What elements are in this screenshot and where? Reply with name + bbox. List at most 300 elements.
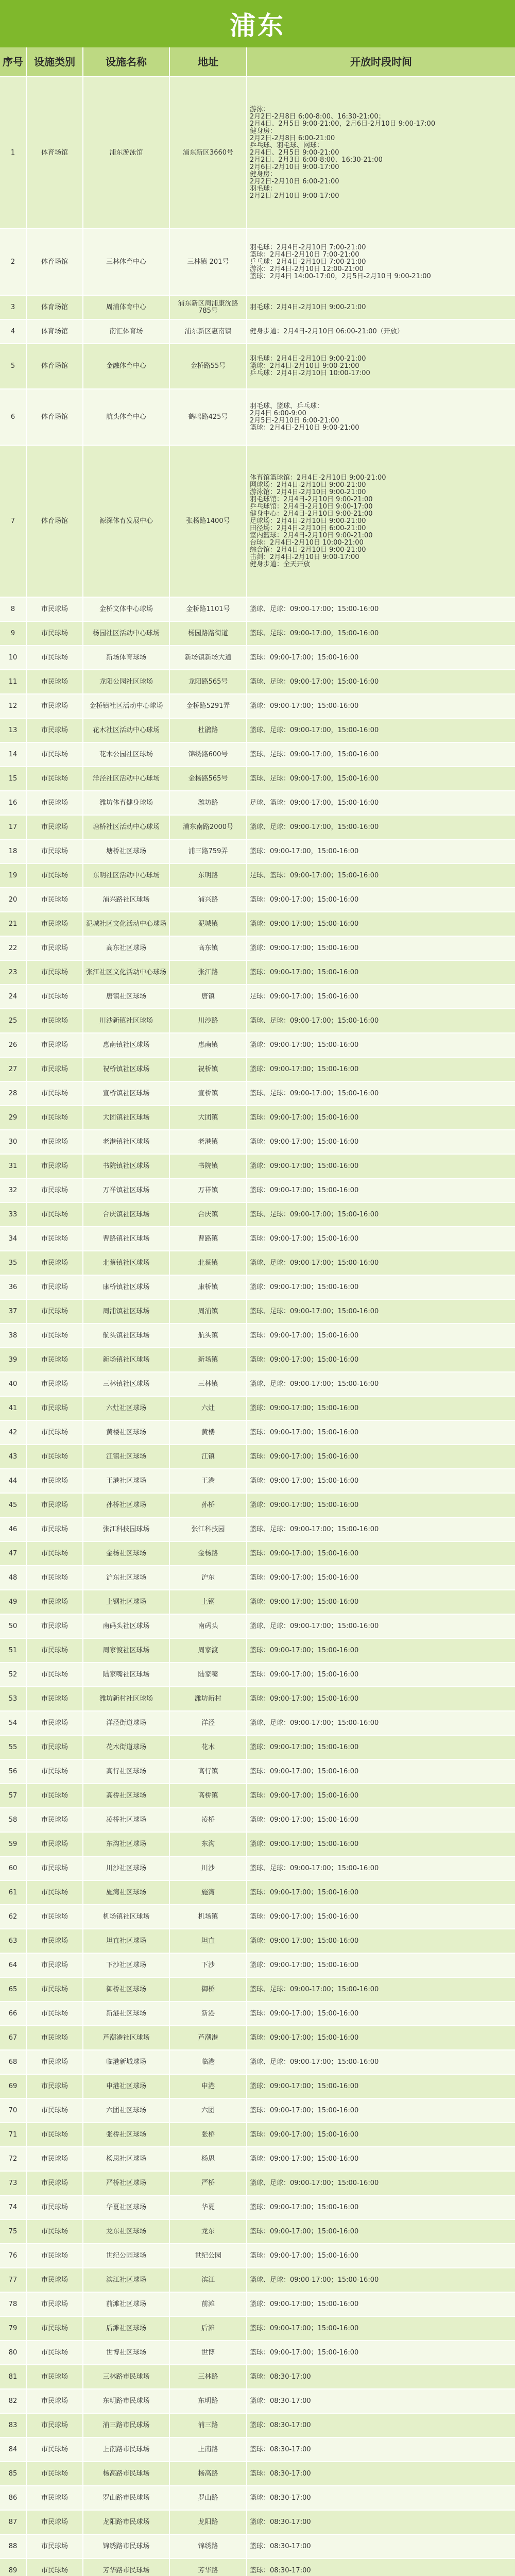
row-address: 锦绣路600号: [170, 743, 247, 766]
row-category: 市民球场: [27, 598, 83, 621]
row-category: 市民球场: [27, 1009, 83, 1032]
table-row: [0, 791, 515, 816]
row-index: 49: [0, 1590, 27, 1614]
row-facility-name: 花木街道球场: [83, 1736, 170, 1759]
row-address: 唐镇: [170, 985, 247, 1008]
row-index: 1: [0, 77, 27, 228]
row-index: 64: [0, 1954, 27, 1977]
row-facility-name: 浦东游泳馆: [83, 77, 170, 228]
table-row: [0, 2268, 515, 2293]
row-category: 市民球场: [27, 1082, 83, 1105]
row-hours: 篮球：08:30-17:00: [250, 2469, 311, 2478]
row-index: 61: [0, 1881, 27, 1904]
row-address: 航头镇: [170, 1324, 247, 1347]
row-hours: 羽毛球：2月4日-2月10日 7:00-21:00 篮球：2月4日-2月10日 7:00-21:00 乒乓球：2月4日-2月10日 7:00-21:00 游泳：2月4日-2月10日 12:00-21:00 篮球：2月4日 14:00-17:00，2月5日-2月10日 9:00-21:00: [250, 243, 431, 280]
row-facility-name: 华夏社区球场: [83, 2196, 170, 2219]
row-category: 市民球场: [27, 2389, 83, 2413]
row-facility-name: 孙桥社区球场: [83, 1494, 170, 1517]
row-facility-name: 凌桥社区球场: [83, 1808, 170, 1832]
row-hours: 篮球：09:00-17:00；15:00-16:00: [250, 1840, 359, 1848]
row-index: 50: [0, 1615, 27, 1638]
row-category: 市民球场: [27, 888, 83, 911]
row-facility-name: 机场镇社区球场: [83, 1905, 170, 1928]
row-address: 鹤鸣路425号: [170, 389, 247, 445]
row-address: 后滩: [170, 2317, 247, 2340]
row-address: 金桥路5291弄: [170, 694, 247, 718]
row-hours: 篮球：09:00-17:00；15:00-16:00: [250, 920, 359, 928]
row-hours: 篮球：09:00-17:00；15:00-16:00: [250, 702, 359, 710]
row-address: 浦东新区3660号: [170, 77, 247, 228]
table-row: [0, 2075, 515, 2099]
row-category: 市民球场: [27, 1300, 83, 1323]
page-title: 浦东: [230, 11, 285, 41]
row-hours: 篮球、足球：09:00-17:00，15:00-16:00: [250, 774, 379, 783]
row-index: 7: [0, 446, 27, 597]
row-address: 浦兴路: [170, 888, 247, 911]
row-category: 市民球场: [27, 2341, 83, 2364]
table-row: [0, 2535, 515, 2559]
row-category: 市民球场: [27, 2099, 83, 2122]
row-hours: 篮球：09:00-17:00；15:00-16:00: [250, 1694, 359, 1703]
table-row: [0, 1009, 515, 1033]
row-category: 市民球场: [27, 1760, 83, 1783]
header-category: 设施类别: [27, 47, 83, 76]
row-facility-name: 周浦镇社区球场: [83, 1300, 170, 1323]
row-category: 市民球场: [27, 2462, 83, 2485]
table-row: [0, 2172, 515, 2196]
row-address: 康桥镇: [170, 1276, 247, 1299]
row-address: 施湾: [170, 1881, 247, 1904]
table-row: [0, 1106, 515, 1130]
row-hours: 篮球：09:00-17:00；15:00-16:00: [250, 1743, 359, 1751]
table-row: [0, 77, 515, 229]
table-row: [0, 840, 515, 864]
row-category: 市民球场: [27, 864, 83, 887]
row-facility-name: 严桥社区球场: [83, 2172, 170, 2195]
row-facility-name: 沪东社区球场: [83, 1566, 170, 1589]
row-index: 21: [0, 912, 27, 936]
row-facility-name: 下沙社区球场: [83, 1954, 170, 1977]
row-index: 42: [0, 1421, 27, 1444]
row-facility-name: 陆家嘴社区球场: [83, 1663, 170, 1686]
row-address: 张江路: [170, 961, 247, 984]
row-category: 市民球场: [27, 1179, 83, 1202]
row-facility-name: 杨思社区球场: [83, 2147, 170, 2171]
row-address: 金桥路1101号: [170, 598, 247, 621]
table-row: [0, 1687, 515, 1711]
row-facility-name: 潍坊新村社区球场: [83, 1687, 170, 1710]
row-index: 57: [0, 1784, 27, 1807]
table-row: [0, 1203, 515, 1227]
table-row: [0, 622, 515, 646]
row-category: 市民球场: [27, 646, 83, 669]
row-address: 下沙: [170, 1954, 247, 1977]
table-row: [0, 646, 515, 670]
table-row: [0, 1033, 515, 1058]
row-facility-name: 大团镇社区球场: [83, 1106, 170, 1129]
row-index: 60: [0, 1857, 27, 1880]
row-address: 上钢: [170, 1590, 247, 1614]
row-address: 三林镇 201号: [170, 229, 247, 295]
row-facility-name: 高桥社区球场: [83, 1784, 170, 1807]
row-index: 46: [0, 1518, 27, 1541]
row-category: 市民球场: [27, 1276, 83, 1299]
row-hours: 篮球、足球：09:00-17:00，15:00-16:00: [250, 750, 379, 758]
row-index: 59: [0, 1833, 27, 1856]
table-row: [0, 1808, 515, 1833]
table-row: [0, 1179, 515, 1203]
row-address: 新港: [170, 2002, 247, 2025]
row-hours: 篮球、足球：09:00-17:00；15:00-16:00: [250, 605, 379, 613]
row-facility-name: 东明社区活动中心球场: [83, 864, 170, 887]
row-index: 34: [0, 1227, 27, 1250]
row-category: 体育场馆: [27, 446, 83, 597]
table-row: [0, 1639, 515, 1663]
row-address: 芦潮港: [170, 2026, 247, 2049]
row-facility-name: 锦绣路市民球场: [83, 2535, 170, 2558]
row-facility-name: 杨园社区活动中心球场: [83, 622, 170, 645]
row-facility-name: 航头体育中心: [83, 389, 170, 445]
table-row: [0, 816, 515, 840]
row-hours: 篮球：09:00-17:00；15:00-16:00: [250, 1961, 359, 1969]
row-address: 金杨路: [170, 1542, 247, 1565]
row-facility-name: 洋泾社区活动中心球场: [83, 767, 170, 790]
row-index: 85: [0, 2462, 27, 2485]
table-row: [0, 888, 515, 912]
row-hours: 篮球、足球：09:00-17:00；15:00-16:00: [250, 1016, 379, 1025]
row-index: 76: [0, 2244, 27, 2267]
table-row: [0, 1058, 515, 1082]
row-facility-name: 金杨社区球场: [83, 1542, 170, 1565]
row-address: 潍坊新村: [170, 1687, 247, 1710]
row-category: 市民球场: [27, 1058, 83, 1081]
row-category: 市民球场: [27, 2511, 83, 2534]
table-row: [0, 1227, 515, 1251]
row-index: 63: [0, 1929, 27, 1953]
row-index: 69: [0, 2075, 27, 2098]
row-hours: 篮球：09:00-17:00；15:00-16:00: [250, 1573, 359, 1582]
table-row: [0, 1615, 515, 1639]
row-category: 市民球场: [27, 2050, 83, 2074]
row-facility-name: 宣桥镇社区球场: [83, 1082, 170, 1105]
row-hours: 篮球：09:00-17:00；15:00-16:00: [250, 2082, 359, 2090]
table-row: [0, 2559, 515, 2576]
row-category: 市民球场: [27, 1348, 83, 1371]
row-hours: 羽毛球：2月4日-2月10日 9:00-21:00 篮球：2月4日-2月10日 9:00-21:00 乒乓球：2月4日-2月10日 10:00-17:00: [250, 355, 370, 377]
row-facility-name: 航头镇社区球场: [83, 1324, 170, 1347]
row-category: 市民球场: [27, 2414, 83, 2437]
row-category: 市民球场: [27, 767, 83, 790]
row-facility-name: 老港镇社区球场: [83, 1130, 170, 1154]
row-index: 79: [0, 2317, 27, 2340]
table-row: [0, 767, 515, 791]
row-facility-name: 龙阳公园社区球场: [83, 670, 170, 693]
table-row: [0, 389, 515, 446]
table-row: [0, 2462, 515, 2486]
row-index: 55: [0, 1736, 27, 1759]
row-facility-name: 张桥社区球场: [83, 2123, 170, 2146]
row-category: 市民球场: [27, 1203, 83, 1226]
row-category: 市民球场: [27, 1736, 83, 1759]
row-hours: 篮球、足球：09:00-17:00，15:00-16:00: [250, 629, 379, 637]
row-facility-name: 南汇体育场: [83, 320, 170, 343]
row-index: 68: [0, 2050, 27, 2074]
row-category: 市民球场: [27, 1929, 83, 1953]
row-address: 张江科技园: [170, 1518, 247, 1541]
row-index: 40: [0, 1372, 27, 1396]
table-row: [0, 1905, 515, 1929]
row-address: 浦三路759弄: [170, 840, 247, 863]
row-hours: 篮球、足球：09:00-17:00；15:00-16:00: [250, 1622, 379, 1630]
row-hours: 篮球、足球：09:00-17:00；15:00-16:00: [250, 1210, 379, 1218]
row-category: 市民球场: [27, 2220, 83, 2243]
row-index: 83: [0, 2414, 27, 2437]
row-facility-name: 新场镇社区球场: [83, 1348, 170, 1371]
row-facility-name: 上钢社区球场: [83, 1590, 170, 1614]
table-row: [0, 1518, 515, 1542]
row-address: 杨高路: [170, 2462, 247, 2485]
row-facility-name: 后滩社区球场: [83, 2317, 170, 2340]
row-facility-name: 曹路镇社区球场: [83, 1227, 170, 1250]
row-address: 张杨路1400号: [170, 446, 247, 597]
row-address: 黄楼: [170, 1421, 247, 1444]
row-hours: 篮球：09:00-17:00；15:00-16:00: [250, 1549, 359, 1557]
row-facility-name: 张江社区文化活动中心球场: [83, 961, 170, 984]
row-address: 金桥路55号: [170, 344, 247, 388]
row-category: 市民球场: [27, 2535, 83, 2558]
row-address: 周浦镇: [170, 1300, 247, 1323]
row-category: 市民球场: [27, 1445, 83, 1468]
table-row: [0, 1954, 515, 1978]
row-hours: 篮球：09:00-17:00；15:00-16:00: [250, 1404, 359, 1412]
row-index: 47: [0, 1542, 27, 1565]
title-bar: [0, 0, 515, 47]
row-address: 浦东新区惠南镇: [170, 320, 247, 343]
row-facility-name: 上南路市民球场: [83, 2438, 170, 2461]
row-index: 65: [0, 1978, 27, 2001]
row-facility-name: 东明路市民球场: [83, 2389, 170, 2413]
row-index: 32: [0, 1179, 27, 1202]
table-row: [0, 719, 515, 743]
table-row: [0, 670, 515, 694]
row-address: 杨园路路街道: [170, 622, 247, 645]
row-hours: 篮球：08:30-17:00: [250, 2372, 311, 2381]
row-facility-name: 芦潮港社区球场: [83, 2026, 170, 2049]
row-category: 市民球场: [27, 1469, 83, 1493]
table-row: [0, 1590, 515, 1615]
row-facility-name: 申港社区球场: [83, 2075, 170, 2098]
row-index: 11: [0, 670, 27, 693]
row-address: 龙东: [170, 2220, 247, 2243]
row-address: 世博: [170, 2341, 247, 2364]
row-address: 北蔡镇: [170, 1251, 247, 1275]
row-hours: 篮球、足球：09:00-17:00；15:00-16:00: [250, 1089, 379, 1097]
row-index: 84: [0, 2438, 27, 2461]
row-index: 72: [0, 2147, 27, 2171]
row-hours: 篮球、足球：09:00-17:00，15:00-16:00: [250, 823, 379, 831]
table-row: [0, 694, 515, 719]
row-index: 8: [0, 598, 27, 621]
row-category: 市民球场: [27, 1542, 83, 1565]
row-hours: 篮球：09:00-17:00；15:00-16:00: [250, 1646, 359, 1654]
table-row: [0, 1566, 515, 1590]
row-category: 市民球场: [27, 1857, 83, 1880]
row-facility-name: 祝桥镇社区球场: [83, 1058, 170, 1081]
table-row: [0, 1397, 515, 1421]
row-facility-name: 源深体育发展中心: [83, 446, 170, 597]
row-hours: 篮球：09:00-17:00；15:00-16:00: [250, 1912, 359, 1921]
row-category: 市民球场: [27, 694, 83, 718]
row-facility-name: 王港社区球场: [83, 1469, 170, 1493]
row-hours: 足球、篮球：09:00-17:00，15:00-16:00: [250, 799, 379, 807]
row-facility-name: 临港新城球场: [83, 2050, 170, 2074]
row-hours: 篮球：09:00-17:00；15:00-16:00: [250, 895, 359, 904]
row-index: 37: [0, 1300, 27, 1323]
row-facility-name: 施湾社区球场: [83, 1881, 170, 1904]
row-category: 市民球场: [27, 1130, 83, 1154]
table-row: [0, 1421, 515, 1445]
row-address: 曹路镇: [170, 1227, 247, 1250]
header-index: 序号: [0, 47, 27, 76]
row-facility-name: 三林镇社区球场: [83, 1372, 170, 1396]
table-row: [0, 1494, 515, 1518]
row-category: 市民球场: [27, 840, 83, 863]
row-facility-name: 张江科技园球场: [83, 1518, 170, 1541]
row-category: 市民球场: [27, 1033, 83, 1057]
row-facility-name: 川沙社区球场: [83, 1857, 170, 1880]
row-facility-name: 金桥镇社区活动中心球场: [83, 694, 170, 718]
row-address: 周家渡: [170, 1639, 247, 1662]
row-category: 体育场馆: [27, 229, 83, 295]
row-hours: 篮球、足球：09:00-17:00，15:00-16:00: [250, 726, 379, 734]
row-facility-name: 洋泾街道球场: [83, 1711, 170, 1735]
row-facility-name: 周浦体育中心: [83, 296, 170, 319]
row-index: 18: [0, 840, 27, 863]
row-hours: 篮球：09:00-17:00；15:00-16:00: [250, 2227, 359, 2235]
row-category: 体育场馆: [27, 296, 83, 319]
row-index: 66: [0, 2002, 27, 2025]
row-address: 龙阳路565号: [170, 670, 247, 693]
row-category: 市民球场: [27, 912, 83, 936]
row-hours: 篮球：08:30-17:00: [250, 2421, 311, 2429]
row-facility-name: 新场体育球场: [83, 646, 170, 669]
row-category: 市民球场: [27, 2147, 83, 2171]
row-category: 市民球场: [27, 2486, 83, 2510]
row-facility-name: 塘桥社区活动中心球场: [83, 816, 170, 839]
row-hours: 篮球、足球：09:00-17:00；15:00-16:00: [250, 1525, 379, 1533]
row-hours: 篮球：09:00-17:00；15:00-16:00: [250, 1477, 359, 1485]
row-category: 市民球场: [27, 1397, 83, 1420]
row-category: 市民球场: [27, 1639, 83, 1662]
row-facility-name: 书院镇社区球场: [83, 1155, 170, 1178]
row-address: 锦绣路: [170, 2535, 247, 2558]
row-facility-name: 合庆镇社区球场: [83, 1203, 170, 1226]
row-category: 市民球场: [27, 1687, 83, 1710]
row-address: 高桥镇: [170, 1784, 247, 1807]
row-index: 39: [0, 1348, 27, 1371]
row-address: 川沙: [170, 1857, 247, 1880]
row-category: 市民球场: [27, 1518, 83, 1541]
row-address: 万祥镇: [170, 1179, 247, 1202]
row-facility-name: 花木公园社区球场: [83, 743, 170, 766]
row-address: 六团: [170, 2099, 247, 2122]
row-category: 市民球场: [27, 743, 83, 766]
row-category: 市民球场: [27, 670, 83, 693]
row-hours: 篮球：09:00-17:00；15:00-16:00: [250, 2348, 359, 2357]
row-address: 浦三路: [170, 2414, 247, 2437]
row-hours: 篮球：08:30-17:00: [250, 2518, 311, 2526]
row-index: 3: [0, 296, 27, 319]
row-index: 87: [0, 2511, 27, 2534]
table-row: [0, 985, 515, 1009]
row-index: 53: [0, 1687, 27, 1710]
row-facility-name: 芳华路市民球场: [83, 2559, 170, 2576]
table-row: [0, 2050, 515, 2075]
row-index: 54: [0, 1711, 27, 1735]
row-address: 南码头: [170, 1615, 247, 1638]
table-row: [0, 2438, 515, 2462]
row-hours: 篮球、足球：09:00-17:00；15:00-16:00: [250, 1259, 379, 1267]
row-facility-name: 东沟社区球场: [83, 1833, 170, 1856]
table-row: [0, 320, 515, 344]
table-row: [0, 2099, 515, 2123]
row-facility-name: 浦兴路社区球场: [83, 888, 170, 911]
row-hours: 篮球：09:00-17:00；15:00-16:00: [250, 1767, 359, 1775]
header-hours: 开放时段时间: [350, 56, 412, 68]
header-address: 地址: [170, 47, 247, 76]
row-category: 市民球场: [27, 1421, 83, 1444]
row-index: 23: [0, 961, 27, 984]
row-hours: 篮球：09:00-17:00，15:00-16:00: [250, 847, 359, 855]
row-index: 67: [0, 2026, 27, 2049]
row-index: 19: [0, 864, 27, 887]
row-category: 市民球场: [27, 1227, 83, 1250]
row-address: 新场镇新场大道: [170, 646, 247, 669]
row-category: 市民球场: [27, 2559, 83, 2576]
row-address: 前滩: [170, 2293, 247, 2316]
row-hours: 篮球：09:00-17:00；15:00-16:00: [250, 1355, 359, 1364]
row-hours: 篮球、足球：09:00-17:00；15:00-16:00: [250, 2058, 379, 2066]
row-index: 36: [0, 1276, 27, 1299]
row-facility-name: 康桥镇社区球场: [83, 1276, 170, 1299]
row-address: 杨思: [170, 2147, 247, 2171]
table-row: [0, 2365, 515, 2389]
row-category: 市民球场: [27, 1978, 83, 2001]
table-row: [0, 864, 515, 888]
row-address: 惠南镇: [170, 1033, 247, 1057]
row-index: 5: [0, 344, 27, 388]
row-category: 市民球场: [27, 1494, 83, 1517]
row-index: 25: [0, 1009, 27, 1032]
row-facility-name: 金融体育中心: [83, 344, 170, 388]
row-hours: 篮球：09:00-17:00；15:00-16:00: [250, 1501, 359, 1509]
row-address: 罗山路: [170, 2486, 247, 2510]
row-facility-name: 万祥镇社区球场: [83, 1179, 170, 1202]
row-address: 陆家嘴: [170, 1663, 247, 1686]
row-category: 市民球场: [27, 2123, 83, 2146]
table-row: [0, 1082, 515, 1106]
row-index: 62: [0, 1905, 27, 1928]
row-facility-name: 江镇社区球场: [83, 1445, 170, 1468]
table-row: [0, 1736, 515, 1760]
header-name: 设施名称: [83, 47, 170, 76]
table-row: [0, 1542, 515, 1566]
row-hours: 篮球：09:00-17:00；15:00-16:00: [250, 1791, 359, 1800]
row-index: 26: [0, 1033, 27, 1057]
row-facility-name: 南码头社区球场: [83, 1615, 170, 1638]
table-row: [0, 2002, 515, 2026]
row-hours: 篮球：09:00-17:00；15:00-16:00: [250, 1598, 359, 1606]
